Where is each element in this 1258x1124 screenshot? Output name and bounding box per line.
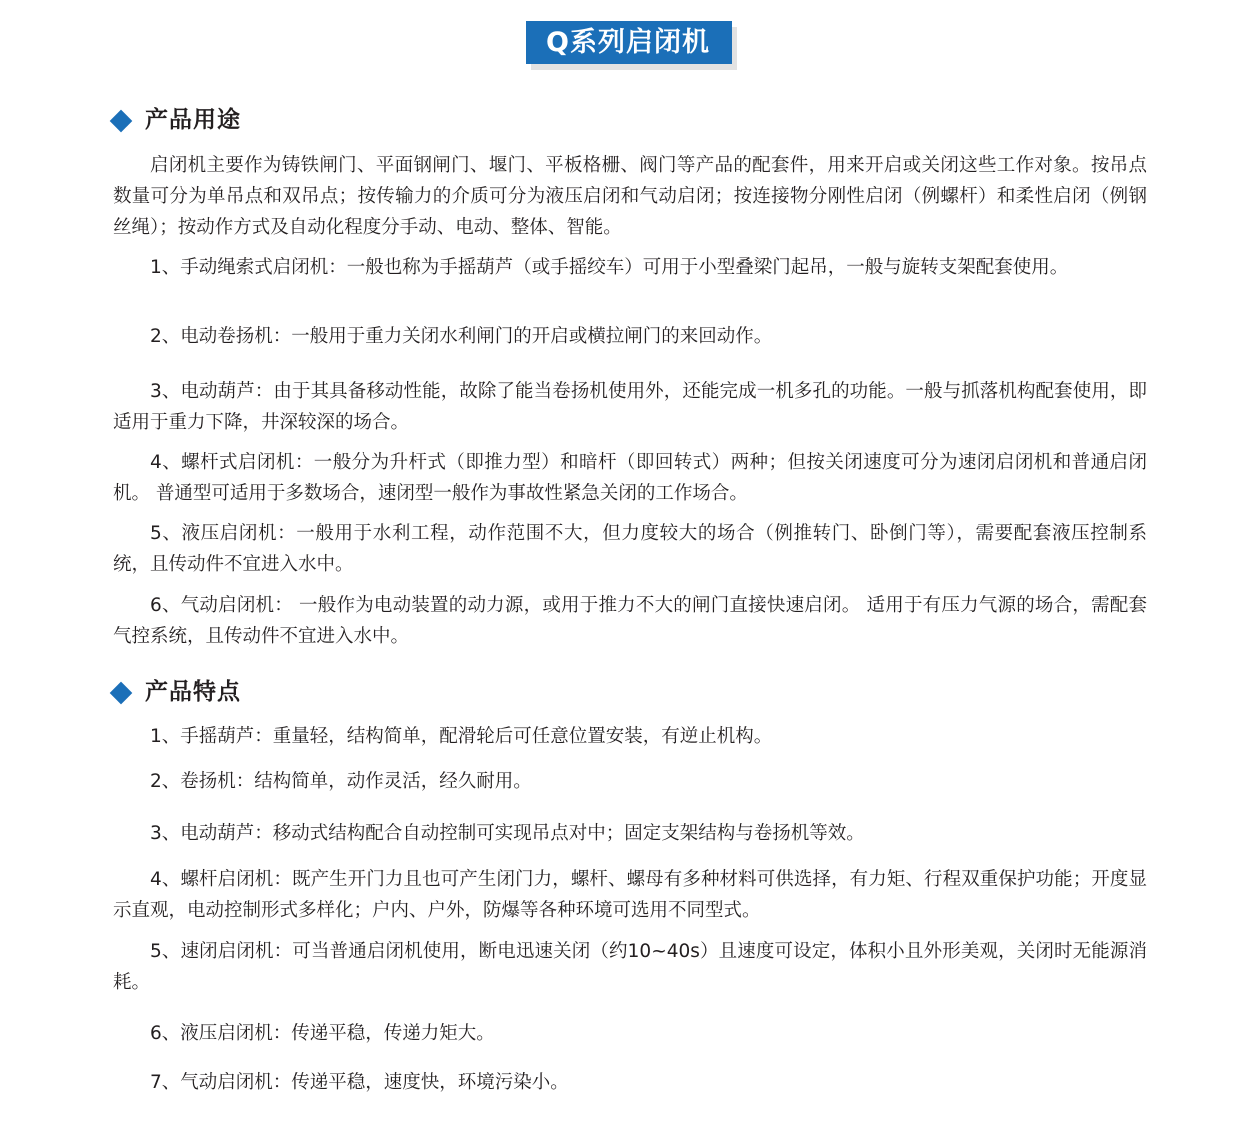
feature-list-item: 5、速闭启闭机：可当普通启闭机使用，断电迅速关闭（约10~40s）且速度可设定，体积小且外形美观，关闭时无能源消耗。 [113, 941, 1147, 993]
usage-intro-paragraph: 启闭机主要作为铸铁闸门、平面钢闸门、堰门、平板格栅、阀门等产品的配套件，用来开启或关闭这些工作对象。按吊点数量可分为单吊点和双吊点；按传输力的介质可分为液压启闭和气动启闭；按连接物分刚性启闭（例螺杆）和柔性启闭（例钢丝绳）；按动作方式及自动化程度分手动、电动、整体、智能。 [113, 155, 1147, 238]
feature-list-item: 1、手摇葫芦：重量轻，结构简单，配滑轮后可任意位置安装，有逆止机构。 [150, 726, 773, 747]
diamond-icon [110, 109, 133, 132]
title-banner-container [0, 21, 1258, 64]
feature-list-item: 7、气动启闭机：传递平稳，速度快，环境污染小。 [150, 1072, 569, 1093]
usage-list-item: 4、螺杆式启闭机：一般分为升杆式（即推力型）和暗杆（即回转式）两种；但按关闭速度可分为速闭启闭机和普通启闭机。 普通型可适用于多数场合，速闭型一般作为事故性紧急关闭的工作场合。 [113, 452, 1147, 504]
section-heading-usage [113, 109, 241, 132]
section-heading-features [113, 681, 241, 704]
feature-list-item: 4、螺杆启闭机：既产生开门力且也可产生闭门力，螺杆、螺母有多种材料可供选择，有力矩、行程双重保护功能；开度显示直观，电动控制形式多样化；户内、户外，防爆等各种环境可选用不同型式。 [113, 869, 1147, 921]
page-title-banner: Q系列启闭机 [526, 21, 732, 64]
feature-list-item: 3、电动葫芦：移动式结构配合自动控制可实现吊点对中；固定支架结构与卷扬机等效。 [150, 823, 865, 844]
section-title-usage: 产品用途 [145, 107, 241, 133]
usage-list-item: 3、电动葫芦：由于其具备移动性能，故除了能当卷扬机使用外，还能完成一机多孔的功能。一般与抓落机构配套使用，即适用于重力下降，井深较深的场合。 [113, 381, 1147, 433]
feature-list-item: 2、卷扬机：结构简单，动作灵活，经久耐用。 [150, 771, 532, 792]
feature-list-item: 6、液压启闭机：传递平稳，传递力矩大。 [150, 1023, 495, 1044]
usage-list-item: 5、液压启闭机：一般用于水利工程，动作范围不大，但力度较大的场合（例推转门、卧倒门等），需要配套液压控制系统，且传动件不宜进入水中。 [113, 523, 1147, 575]
usage-list-item: 1、手动绳索式启闭机：一般也称为手摇葫芦（或手摇绞车）可用于小型叠梁门起吊，一般与旋转支架配套使用。 [150, 257, 1069, 278]
usage-list-item: 2、电动卷扬机：一般用于重力关闭水利闸门的开启或横拉闸门的来回动作。 [150, 326, 773, 347]
section-title-features: 产品特点 [145, 679, 241, 705]
diamond-icon [110, 681, 133, 704]
usage-list-item: 6、气动启闭机： 一般作为电动装置的动力源，或用于推力不大的闸门直接快速启闭。 适用于有压力气源的场合，需配套气控系统，且传动件不宜进入水中。 [113, 595, 1147, 647]
